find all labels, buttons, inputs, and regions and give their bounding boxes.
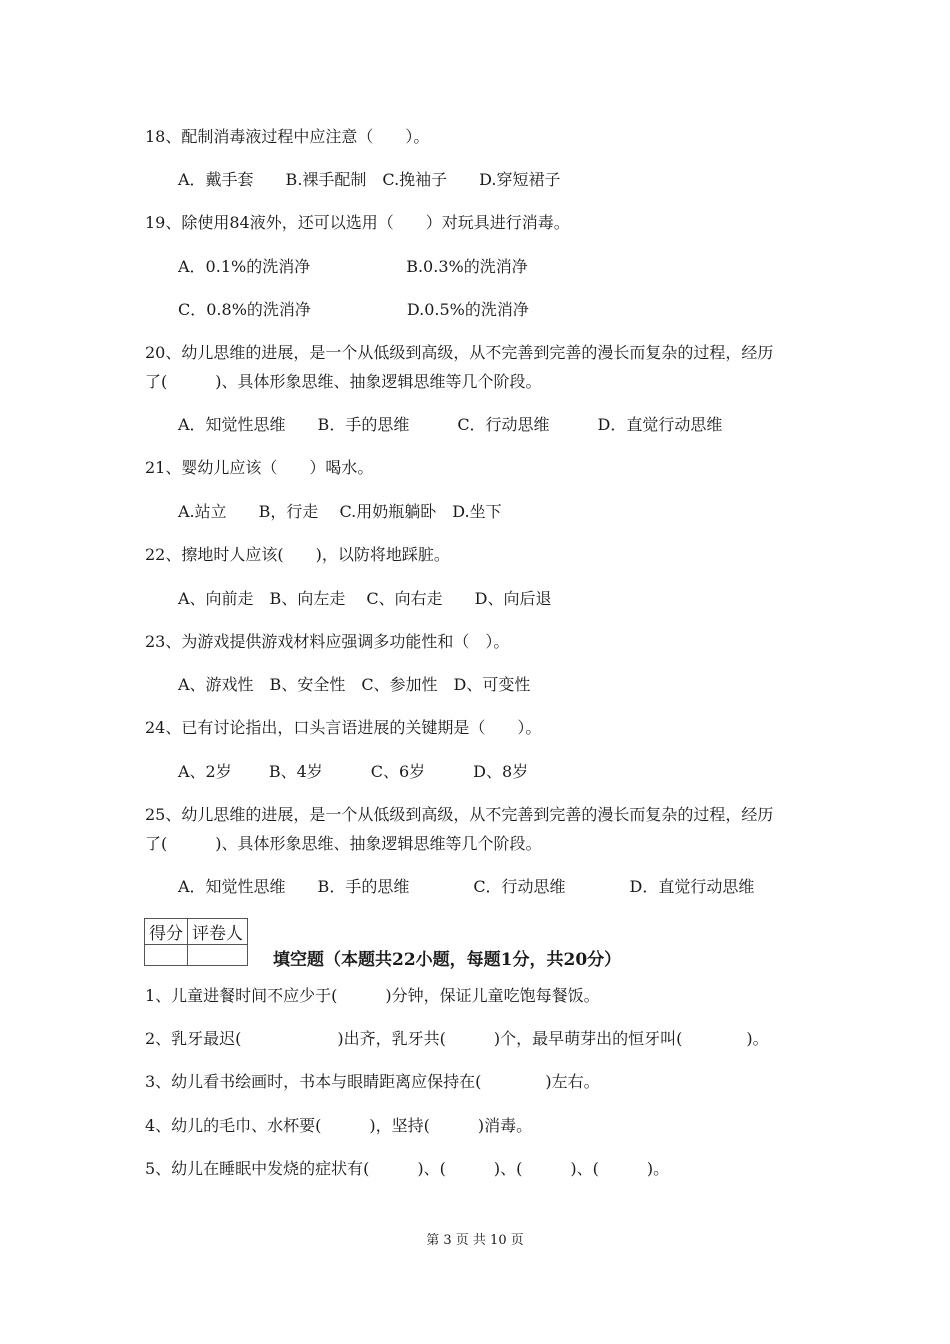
question-19-options-2: C．0.8%的洗消净 D.0.5%的洗消净 [178, 300, 529, 319]
grader-header: 评卷人 [188, 919, 248, 945]
grader-cell [188, 945, 248, 966]
question-20-cont: 了( )、具体形象思维、抽象逻辑思维等几个阶段。 [145, 372, 542, 391]
score-cell [145, 945, 188, 966]
score-header: 得分 [145, 919, 188, 945]
fill-question-2: 2、乳牙最迟( )出齐，乳牙共( )个，最早萌芽出的恒牙叫( )。 [145, 1029, 769, 1048]
question-19: 19、除使用84液外，还可以选用（ ）对玩具进行消毒。 [145, 213, 570, 232]
question-19-options-1: A．0.1%的洗消净 B.0.3%的洗消净 [178, 257, 528, 276]
question-20-options: A．知觉性思维 B．手的思维 C．行动思维 D．直觉行动思维 [178, 415, 723, 434]
fill-question-1: 1、儿童进餐时间不应少于( )分钟，保证儿童吃饱每餐饭。 [145, 986, 600, 1005]
question-25: 25、幼儿思维的进展，是一个从低级到高级，从不完善到完善的漫长而复杂的过程，经历 [145, 805, 774, 824]
section-title: 填空题（本题共22小题，每题1分，共20分） [273, 950, 622, 970]
question-23: 23、为游戏提供游戏材料应强调多功能性和（ ）。 [145, 632, 510, 651]
question-21-options: A.站立 B，行走 C.用奶瓶躺卧 D.坐下 [178, 502, 502, 521]
question-22-options: A、向前走 B、向左走 C、向右走 D、向后退 [178, 589, 552, 608]
question-24: 24、已有讨论指出，口头言语进展的关键期是（ ）。 [145, 718, 542, 737]
question-23-options: A、游戏性 B、安全性 C、参加性 D、可变性 [178, 675, 531, 694]
question-18-options: A．戴手套 B.裸手配制 C.挽袖子 D.穿短裙子 [178, 170, 561, 189]
question-24-options: A、2岁 B、4岁 C、6岁 D、8岁 [178, 762, 529, 781]
question-25-cont: 了( )、具体形象思维、抽象逻辑思维等几个阶段。 [145, 834, 542, 853]
fill-question-4: 4、幼儿的毛巾、水杯要( )，坚持( )消毒。 [145, 1116, 533, 1135]
question-22: 22、擦地时人应该( )，以防将地踩脏。 [145, 545, 450, 564]
question-21: 21、婴幼儿应该（ ）喝水。 [145, 458, 374, 477]
fill-question-5: 5、幼儿在睡眠中发烧的症状有( )、( )、( )、( )。 [145, 1159, 670, 1178]
page-footer: 第 3 页 共 10 页 [426, 1233, 524, 1248]
fill-question-3: 3、幼儿看书绘画时，书本与眼睛距离应保持在( )左右。 [145, 1072, 600, 1091]
score-table [144, 918, 248, 966]
question-20: 20、幼儿思维的进展，是一个从低级到高级，从不完善到完善的漫长而复杂的过程，经历 [145, 343, 774, 362]
question-18: 18、配制消毒液过程中应注意（ ）。 [145, 127, 430, 146]
question-25-options: A．知觉性思维 B．手的思维 C．行动思维 D．直觉行动思维 [178, 877, 755, 896]
